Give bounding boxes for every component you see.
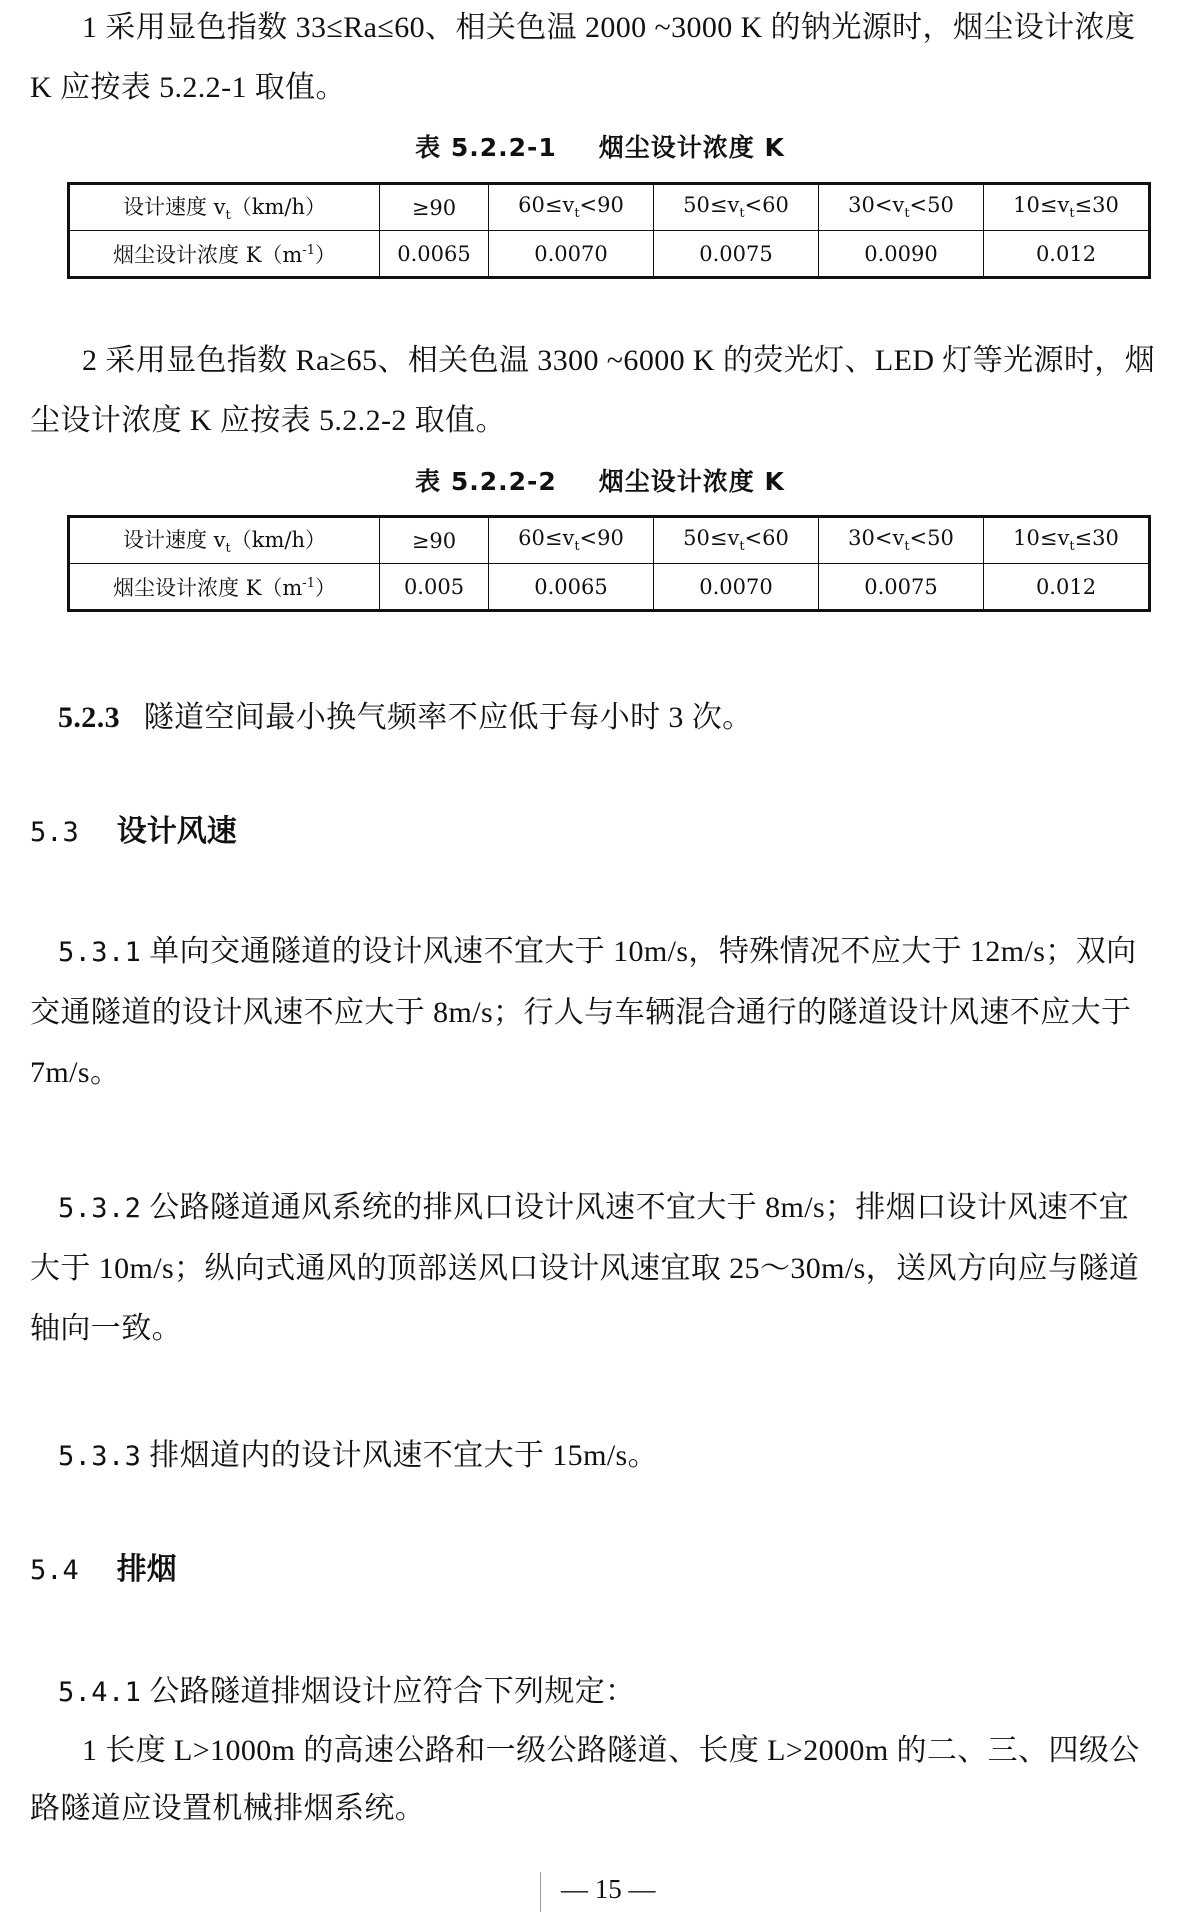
text-line: 路隧道应设置机械排烟系统。: [30, 1792, 426, 1825]
text-line: 1 采用显色指数 33≤Ra≤60、相关色温 2000 ~3000 K 的钠光源时，烟尘设计浓度: [82, 11, 1136, 44]
speed-range-cell: $60\le v_t<90$: [489, 184, 654, 231]
clause-number: 5.3.2: [58, 1193, 142, 1224]
text-line: 单向交通隧道的设计风速不宜大于 10m/s，特殊情况不应大于 12m/s；双向: [149, 935, 1137, 968]
page-number: — 15 —: [561, 1874, 656, 1904]
page-footer: [540, 1872, 656, 1912]
speed-range-cell: ≥90: [380, 517, 489, 564]
clause-5-3-3: [30, 1426, 1170, 1487]
table-2-caption: [0, 462, 1200, 498]
table-2-caption-number: 表 5.2.2-2: [415, 467, 557, 496]
text-line: 交通隧道的设计风速不应大于 8m/s；行人与车辆混合通行的隧道设计风速不应大于: [30, 996, 1132, 1029]
table-row: [69, 231, 1150, 278]
speed-range-cell: $30<v_t<50$: [819, 517, 984, 564]
clause-number: 5.2.3: [58, 701, 120, 734]
concentration-value-cell: 0.005: [380, 564, 489, 611]
clause-5-4-1: [30, 1662, 1170, 1723]
clause-text: 公路隧道排烟设计应符合下列规定：: [149, 1675, 636, 1708]
text-line: 尘设计浓度 K 应按表 5.2.2-2 取值。: [30, 404, 506, 437]
clause-5-3-2: [30, 1178, 1170, 1359]
table-row: [69, 184, 1150, 231]
speed-range-cell: $30<v_t<50$: [819, 184, 984, 231]
text-line: 1 长度 L>1000m 的高速公路和一级公路隧道、长度 L>2000m 的二、三、四级公: [82, 1734, 1140, 1767]
speed-range-cell: $10\le v_t\le 30$: [984, 184, 1150, 231]
speed-range-cell: $10\le v_t\le 30$: [984, 517, 1150, 564]
clause-text: 隧道空间最小换气频率不应低于每小时 3 次。: [143, 701, 753, 734]
table-row: [69, 564, 1150, 611]
row-header-smoke-concentration: 烟尘设计浓度 $K(m^{-1})$: [69, 231, 380, 278]
concentration-value-cell: 0.012: [984, 564, 1150, 611]
concentration-value-cell: 0.0075: [819, 564, 984, 611]
clause-5-2-2-item-1: [30, 0, 1170, 118]
table-row: [69, 517, 1150, 564]
speed-range-cell: ≥90: [380, 184, 489, 231]
clause-5-2-3: [30, 688, 1170, 748]
speed-range-cell: $60\le v_t<90$: [489, 517, 654, 564]
text-line: 大于 10m/s；纵向式通风的顶部送风口设计风速宜取 25～30m/s，送风方向应与隧道: [30, 1252, 1140, 1285]
speed-range-cell: $50\le v_t<60$: [654, 517, 819, 564]
concentration-value-cell: 0.012: [984, 231, 1150, 278]
concentration-value-cell: 0.0070: [654, 564, 819, 611]
clause-number: 5.4.1: [58, 1677, 142, 1708]
clause-number: 5.3.1: [58, 937, 142, 968]
concentration-value-cell: 0.0090: [819, 231, 984, 278]
text-line: 7m/s。: [30, 1056, 121, 1089]
section-number: 5.4: [30, 1555, 79, 1586]
row-header-design-speed: 设计速度 $v_t(km/h)$: [69, 517, 380, 564]
table-1-caption: [0, 128, 1200, 164]
section-number: 5.3: [30, 817, 79, 848]
concentration-value-cell: 0.0070: [489, 231, 654, 278]
table-1-caption-title: 烟尘设计浓度 K: [598, 133, 785, 162]
table-2: [67, 515, 1151, 612]
table-1-caption-number: 表 5.2.2-1: [415, 133, 557, 162]
row-header-smoke-concentration: 烟尘设计浓度 $K(m^{-1})$: [69, 564, 380, 611]
table-1: [67, 182, 1151, 279]
text-line: 轴向一致。: [30, 1312, 182, 1345]
clause-5-2-2-item-2: [30, 331, 1170, 451]
row-header-design-speed: 设计速度 $v_t(km/h)$: [69, 184, 380, 231]
text-line: K 应按表 5.2.2-1 取值。: [30, 71, 346, 104]
clause-number: 5.3.3: [58, 1441, 142, 1472]
clause-text: 排烟道内的设计风速不宜大于 15m/s。: [149, 1439, 659, 1472]
clause-5-4-1-item-1: [30, 1722, 1170, 1838]
section-title: 设计风速: [116, 814, 237, 849]
concentration-value-cell: 0.0065: [489, 564, 654, 611]
speed-range-cell: $50\le v_t<60$: [654, 184, 819, 231]
text-line: 公路隧道通风系统的排风口设计风速不宜大于 8m/s；排烟口设计风速不宜: [149, 1191, 1130, 1224]
section-title: 排烟: [116, 1552, 177, 1587]
section-5-3-heading: [30, 812, 237, 853]
text-line: 2 采用显色指数 Ra≥65、相关色温 3300 ~6000 K 的荧光灯、LED 灯等光源时，烟: [82, 344, 1156, 377]
clause-5-3-1: [30, 922, 1170, 1103]
section-5-4-heading: [30, 1550, 177, 1591]
concentration-value-cell: 0.0065: [380, 231, 489, 278]
table-2-caption-title: 烟尘设计浓度 K: [598, 467, 785, 496]
concentration-value-cell: 0.0075: [654, 231, 819, 278]
